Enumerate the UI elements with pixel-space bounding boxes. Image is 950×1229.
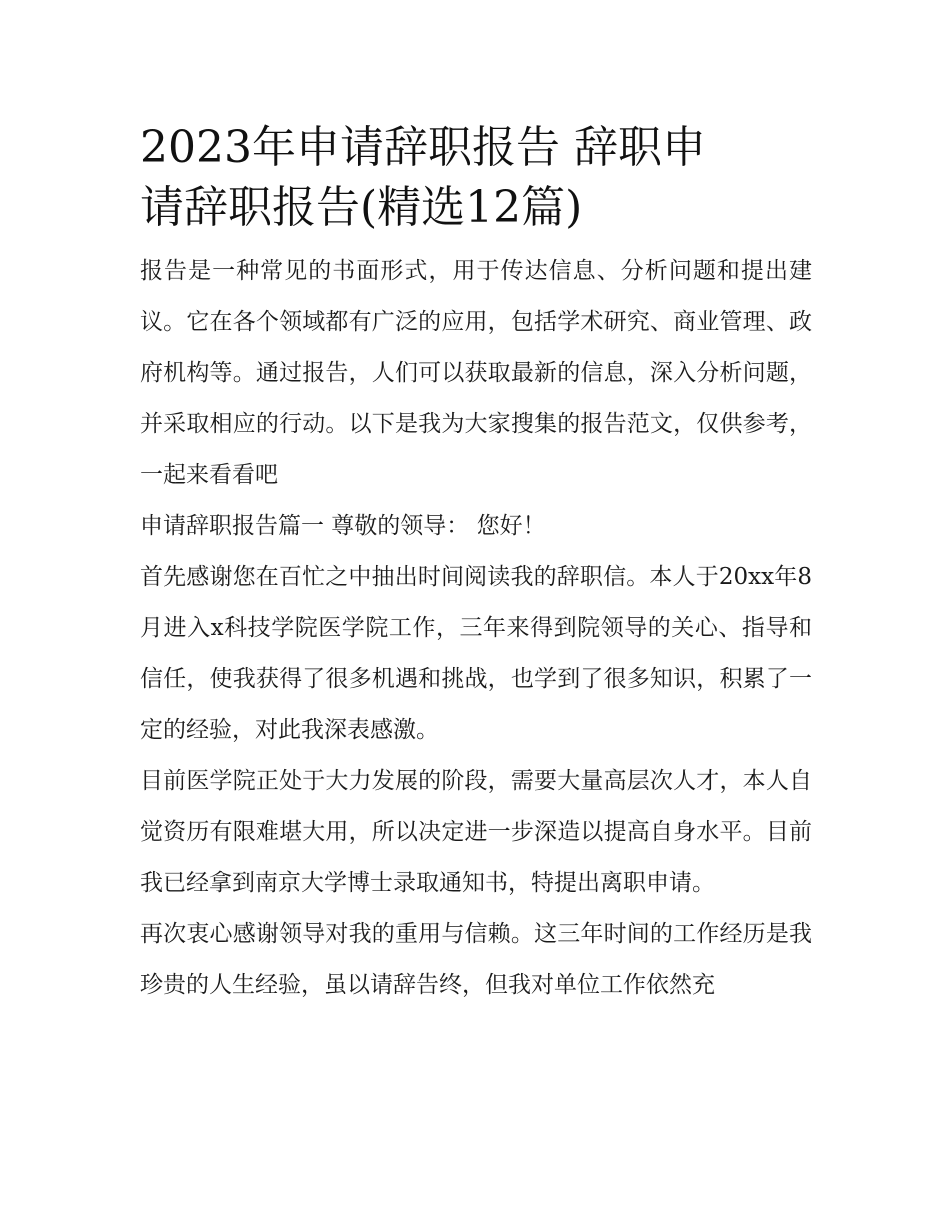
letter-heading: 申请辞职报告篇一 尊敬的领导： 您好！ (140, 513, 546, 539)
intro-paragraph: 报告是一种常见的书面形式，用于传达信息、分析问题和提出建议。它在各个领域都有广泛的应用，包括学术研究、商业管理、政府机构等。通过报告，人们可以获取最新的信息，深入分析问题，并采取相应的行动。以下是我为大家搜集的报告范文，仅供参考，一起来看看吧 (140, 258, 812, 488)
letter-paragraph: 目前医学院正处于大力发展的阶段，需要大量高层次人才，本人自觉资历有限难堪大用，所以决定进一步深造以提高自身水平。目前我已经拿到南京大学博士录取通知书，特提出离职申请。 (140, 768, 812, 896)
document-body (140, 118, 812, 1011)
letter-paragraph: 再次衷心感谢领导对我的重用与信赖。这三年时间的工作经历是我珍贵的人生经验，虽以请辞告终，但我对单位工作依然充 (140, 921, 812, 998)
title-line-2: 请辞职报告(精选12篇) (140, 182, 583, 233)
letter-paragraph: 首先感谢您在百忙之中抽出时间阅读我的辞职信。本人于20xx年8月进入x科技学院医学院工作，三年来得到院领导的关心、指导和信任，使我获得了很多机遇和挑战，也学到了很多知识，积累了一定的经验，对此我深表感激。 (140, 564, 812, 743)
title-line-1: 2023年申请辞职报告 辞职申 (140, 122, 706, 173)
document-title (140, 118, 812, 238)
